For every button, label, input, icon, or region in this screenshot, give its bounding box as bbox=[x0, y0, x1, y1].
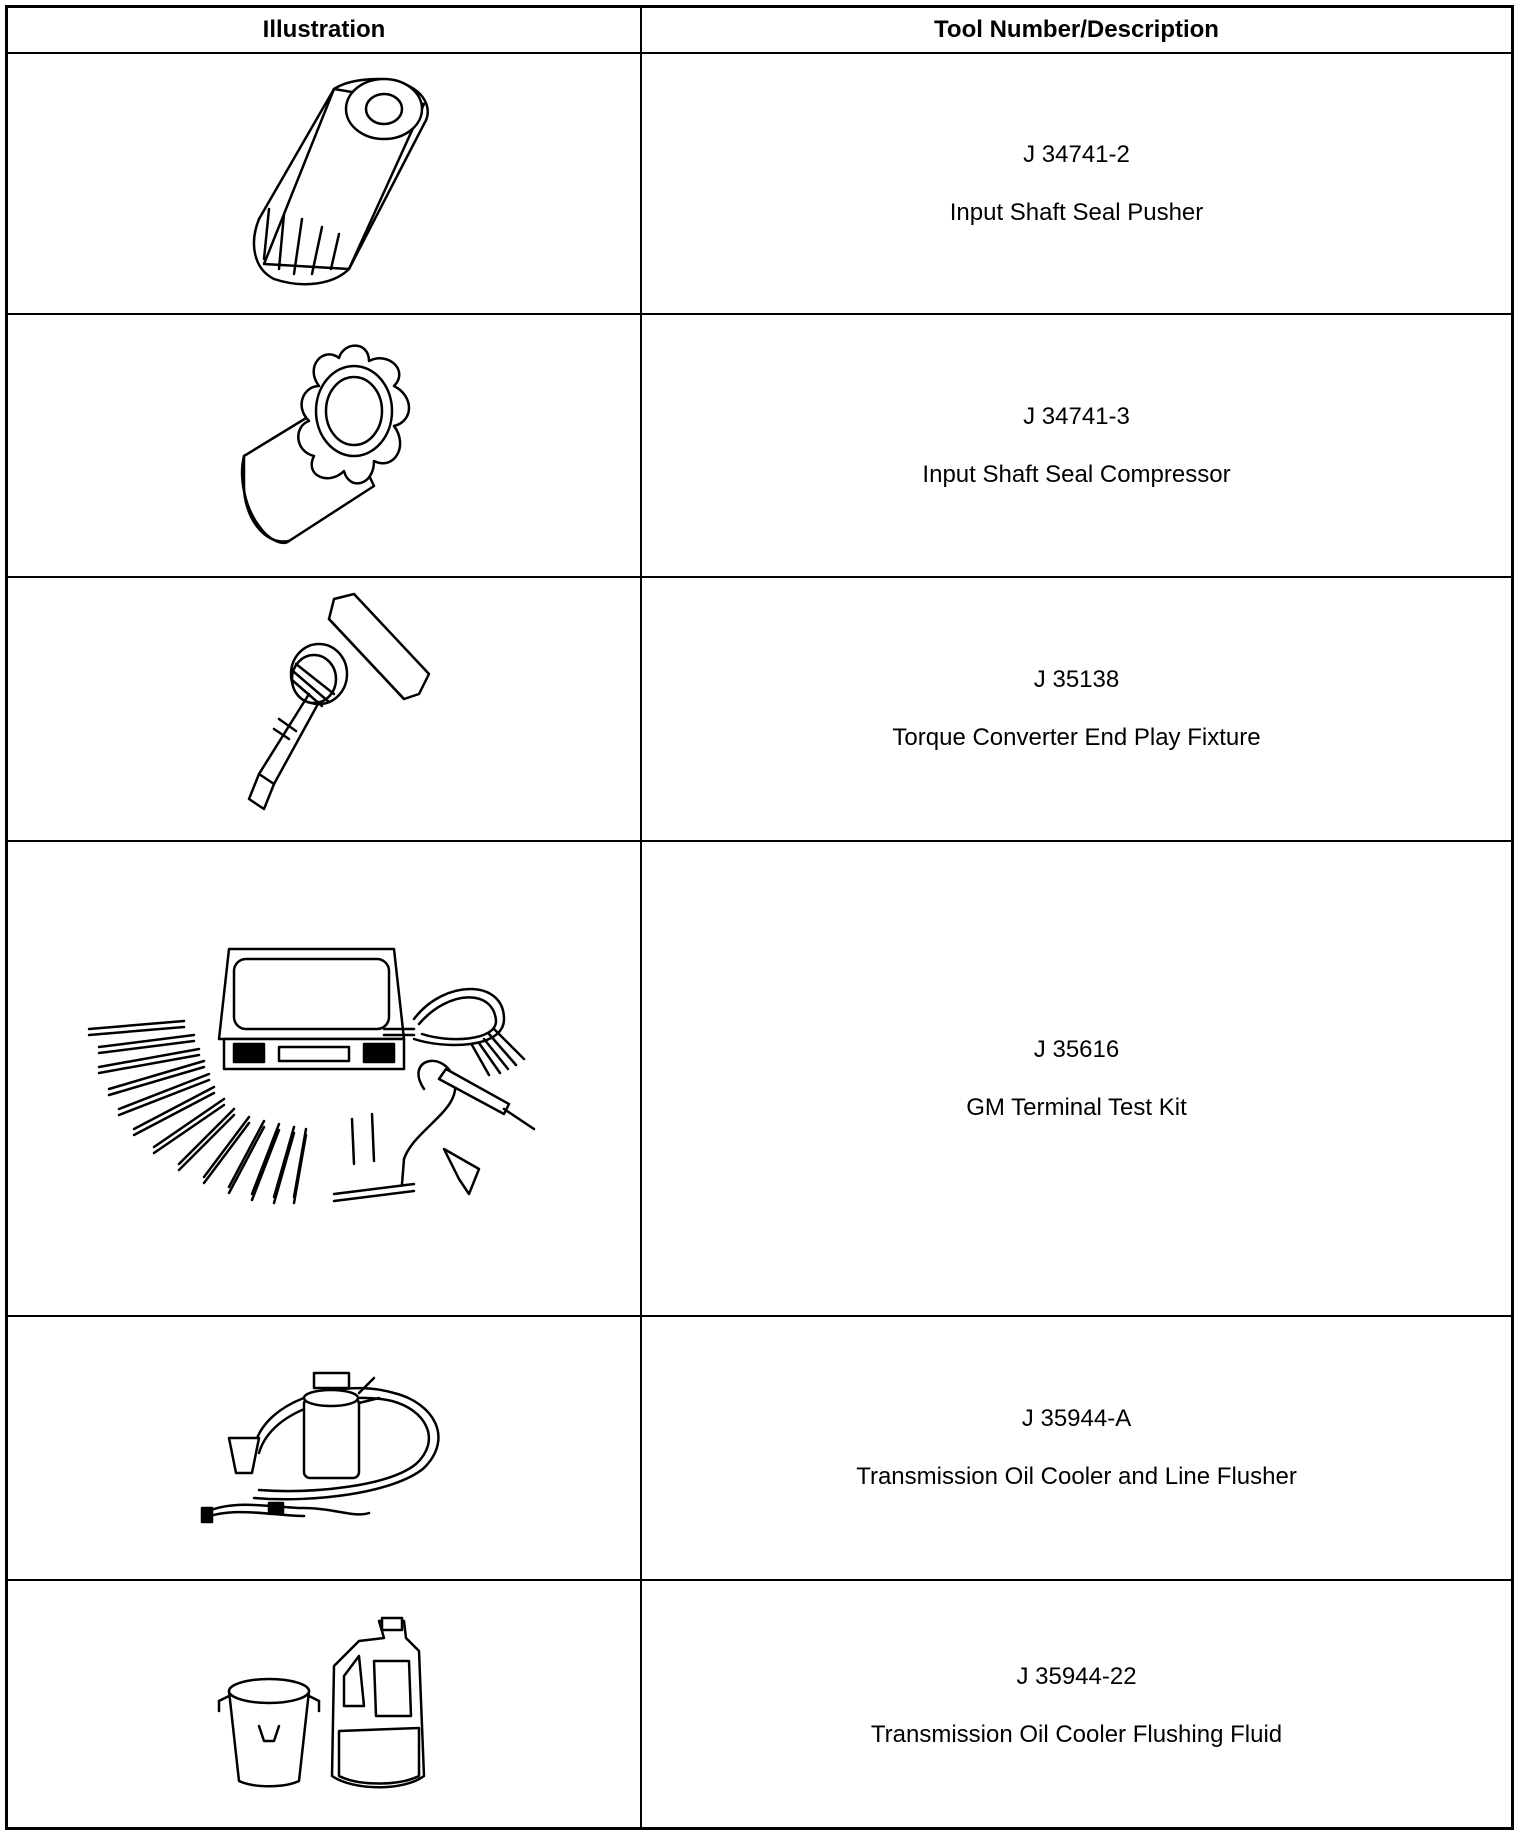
tool-number: J 34741-2 bbox=[1023, 140, 1130, 168]
tool-description: Torque Converter End Play Fixture bbox=[892, 724, 1261, 751]
table-row bbox=[642, 315, 1511, 576]
tool-description: Transmission Oil Cooler Flushing Fluid bbox=[870, 1720, 1283, 1748]
column-header-tool: Tool Number/Description bbox=[934, 16, 1219, 43]
cooler-flusher-icon bbox=[194, 1368, 454, 1528]
table-row-illustration bbox=[8, 842, 640, 1315]
tool-number: J 35138 bbox=[1033, 666, 1120, 693]
tool-table bbox=[5, 5, 1514, 1830]
tool-description: Input Shaft Seal Pusher bbox=[949, 198, 1204, 226]
table-row-illustration bbox=[8, 1581, 640, 1830]
end-play-fixture-icon bbox=[204, 594, 444, 824]
table-row-illustration bbox=[8, 1317, 640, 1579]
tool-number: J 35944-A bbox=[1021, 1405, 1132, 1432]
flushing-fluid-icon bbox=[214, 1616, 434, 1796]
table-row-illustration bbox=[8, 578, 640, 840]
table-row bbox=[642, 54, 1511, 313]
seal-compressor-icon bbox=[204, 336, 444, 556]
table-row-illustration bbox=[8, 315, 640, 576]
table-row bbox=[642, 842, 1511, 1315]
tool-number: J 34741-3 bbox=[1023, 402, 1130, 430]
terminal-test-kit-icon bbox=[84, 939, 564, 1219]
column-header-illustration: Illustration bbox=[262, 16, 386, 43]
seal-pusher-icon bbox=[194, 69, 454, 299]
table-row-illustration bbox=[8, 54, 640, 313]
tool-description: Input Shaft Seal Compressor bbox=[922, 460, 1231, 488]
table-row bbox=[642, 1317, 1511, 1579]
tool-number: J 35616 bbox=[1033, 1035, 1120, 1063]
tool-description: GM Terminal Test Kit bbox=[966, 1093, 1187, 1121]
tool-number: J 35944-22 bbox=[1016, 1662, 1137, 1690]
table-row bbox=[642, 578, 1511, 840]
table-row bbox=[642, 1581, 1511, 1830]
tool-description: Transmission Oil Cooler and Line Flusher bbox=[856, 1463, 1297, 1490]
